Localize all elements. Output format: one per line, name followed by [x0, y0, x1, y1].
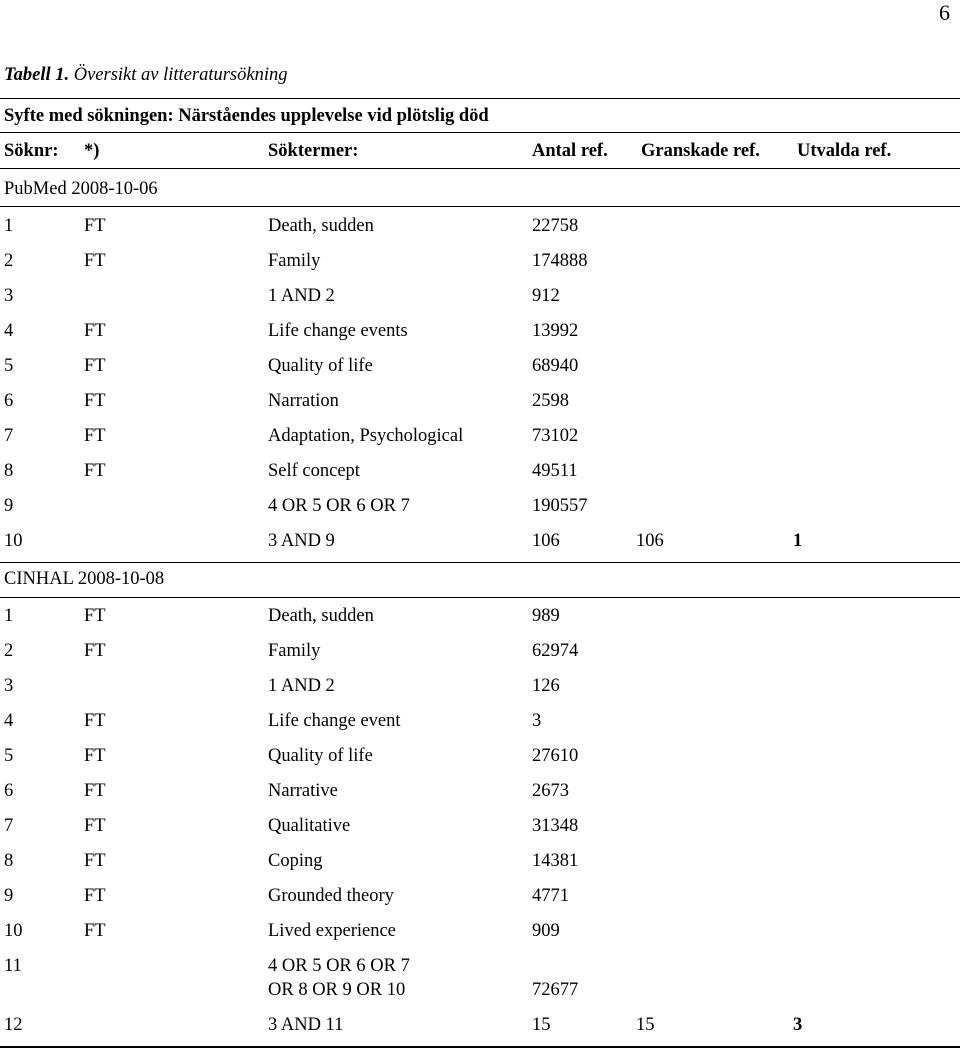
row-field-type: FT	[84, 886, 106, 906]
row-search-term: 1 AND 2	[268, 286, 335, 306]
row-antal-ref: 190557	[532, 496, 588, 516]
row-number: 5	[4, 746, 14, 766]
row-field-type: FT	[84, 321, 106, 341]
row-field-type: FT	[84, 816, 106, 836]
header-star: *)	[84, 141, 100, 161]
row-field-type: FT	[84, 641, 106, 661]
row-number: 12	[4, 1015, 23, 1035]
row-field-type: FT	[84, 921, 106, 941]
row-field-type: FT	[84, 426, 106, 446]
row-field-type: FT	[84, 251, 106, 271]
row-antal-ref: 68940	[532, 356, 579, 376]
row-search-term: Lived experience	[268, 921, 396, 941]
row-utvalda-ref: 1	[793, 531, 803, 551]
row-number: 2	[4, 251, 14, 271]
header-soknr: Söknr:	[4, 141, 59, 161]
row-antal-ref: 14381	[532, 851, 579, 871]
row-search-term: Death, sudden	[268, 606, 374, 626]
row-antal-ref: 4771	[532, 886, 569, 906]
divider-top	[0, 98, 960, 99]
row-search-term: Adaptation, Psychological	[268, 426, 464, 446]
row-field-type: FT	[84, 391, 106, 411]
row-search-term: Quality of life	[268, 356, 373, 376]
divider-header	[0, 168, 960, 169]
row-search-term: 4 OR 5 OR 6 OR 7	[268, 956, 410, 976]
row-antal-ref: 13992	[532, 321, 579, 341]
row-number: 8	[4, 461, 14, 481]
row-antal-ref: 62974	[532, 641, 579, 661]
row-search-term: 3 AND 11	[268, 1015, 344, 1035]
row-search-term: Life change events	[268, 321, 408, 341]
row-search-term: Quality of life	[268, 746, 373, 766]
row-field-type: FT	[84, 216, 106, 236]
row-number: 2	[4, 641, 14, 661]
row-number: 1	[4, 606, 14, 626]
row-antal-ref: 49511	[532, 461, 578, 481]
row-antal-ref: 72677	[532, 980, 579, 1000]
row-search-term: 1 AND 2	[268, 676, 335, 696]
row-number: 10	[4, 531, 23, 551]
row-antal-ref: 73102	[532, 426, 579, 446]
row-search-term: Family	[268, 251, 321, 271]
row-search-term: Family	[268, 641, 321, 661]
row-field-type: FT	[84, 851, 106, 871]
row-number: 4	[4, 711, 14, 731]
row-antal-ref: 27610	[532, 746, 579, 766]
row-search-term: Narration	[268, 391, 339, 411]
row-number: 6	[4, 781, 14, 801]
table-title	[4, 65, 287, 86]
row-field-type: FT	[84, 711, 106, 731]
row-granskade-ref: 15	[636, 1015, 655, 1035]
row-antal-ref: 22758	[532, 216, 579, 236]
row-search-term: 3 AND 9	[268, 531, 335, 551]
row-number: 9	[4, 886, 14, 906]
row-antal-ref: 912	[532, 286, 560, 306]
row-number: 10	[4, 921, 23, 941]
row-search-term: Self concept	[268, 461, 360, 481]
row-search-term: Life change event	[268, 711, 401, 731]
row-number: 3	[4, 676, 14, 696]
row-antal-ref: 3	[532, 711, 542, 731]
header-utvalda: Utvalda ref.	[797, 141, 892, 161]
row-search-term: Qualitative	[268, 816, 351, 836]
row-antal-ref: 106	[532, 531, 560, 551]
row-search-term: 4 OR 5 OR 6 OR 7	[268, 496, 410, 516]
row-antal-ref: 174888	[532, 251, 588, 271]
divider-bottom	[0, 1046, 960, 1048]
row-utvalda-ref: 3	[793, 1015, 803, 1035]
row-antal-ref: 2673	[532, 781, 569, 801]
divider-purpose	[0, 132, 960, 133]
row-number: 6	[4, 391, 14, 411]
row-search-term: Death, sudden	[268, 216, 374, 236]
page-number: 6	[939, 0, 950, 25]
section-label-pubmed: PubMed 2008-10-06	[4, 179, 158, 199]
row-search-term-continued: OR 8 OR 9 OR 10	[268, 980, 406, 1000]
header-soktermer: Söktermer:	[268, 141, 359, 161]
divider-pubmed-end	[0, 562, 960, 563]
row-number: 8	[4, 851, 14, 871]
row-antal-ref: 989	[532, 606, 560, 626]
row-field-type: FT	[84, 606, 106, 626]
row-granskade-ref: 106	[636, 531, 664, 551]
row-field-type: FT	[84, 781, 106, 801]
search-purpose: Syfte med sökningen: Närståendes upplevelse vid plötslig död	[4, 106, 489, 126]
row-field-type: FT	[84, 356, 106, 376]
row-number: 5	[4, 356, 14, 376]
row-search-term: Narrative	[268, 781, 338, 801]
row-search-term: Coping	[268, 851, 323, 871]
row-antal-ref: 15	[532, 1015, 551, 1035]
row-antal-ref: 31348	[532, 816, 579, 836]
row-search-term: Grounded theory	[268, 886, 394, 906]
row-number: 9	[4, 496, 14, 516]
header-antal: Antal ref.	[532, 141, 608, 161]
header-granskade: Granskade ref.	[641, 141, 760, 161]
row-number: 7	[4, 426, 14, 446]
row-field-type: FT	[84, 746, 106, 766]
divider-cinahl	[0, 597, 960, 598]
section-label-cinahl: CINHAL 2008-10-08	[4, 569, 165, 589]
table-title-text: Översikt av litteratursökning	[73, 65, 288, 85]
divider-pubmed	[0, 206, 960, 207]
row-field-type: FT	[84, 461, 106, 481]
row-number: 11	[4, 956, 22, 976]
row-number: 1	[4, 216, 14, 236]
row-number: 3	[4, 286, 14, 306]
row-antal-ref: 126	[532, 676, 560, 696]
row-number: 4	[4, 321, 14, 341]
row-number: 7	[4, 816, 14, 836]
row-antal-ref: 2598	[532, 391, 569, 411]
row-antal-ref: 909	[532, 921, 560, 941]
table-title-prefix: Tabell 1.	[4, 65, 70, 85]
